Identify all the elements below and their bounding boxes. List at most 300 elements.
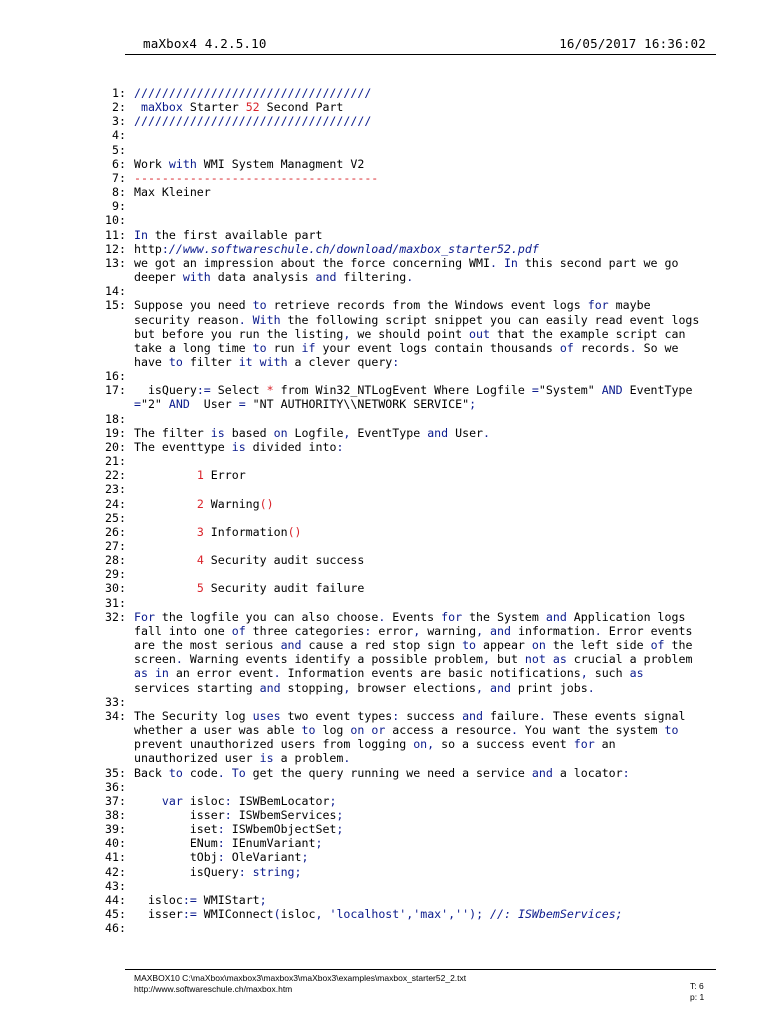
code-token: from Win32_NTLogEvent Where Logfile	[273, 383, 532, 398]
code-line	[92, 751, 722, 765]
code-token: In	[503, 255, 518, 270]
line-text	[126, 270, 413, 284]
line-text	[126, 596, 134, 610]
line-number	[92, 723, 126, 737]
code-token: :	[238, 864, 246, 879]
code-line	[92, 412, 722, 426]
code-token: 'max'	[413, 907, 449, 922]
line-number: 41:	[105, 850, 126, 865]
header-rule	[125, 54, 716, 55]
line-text	[126, 355, 399, 369]
line-text	[126, 383, 692, 397]
code-token: whether a user was able	[133, 723, 302, 738]
code-token: run	[266, 340, 302, 355]
code-token: .	[406, 270, 414, 285]
code-token: ,	[406, 907, 414, 922]
code-token: 4	[196, 553, 204, 568]
code-line	[92, 157, 722, 171]
print-datetime: 16/05/2017 16:36:02	[559, 36, 706, 51]
line-text	[126, 723, 679, 737]
code-token: -----------------------------------	[133, 170, 379, 185]
code-token: access a resource	[385, 723, 511, 738]
code-token: and	[490, 623, 511, 638]
code-line	[92, 539, 722, 553]
line-text	[126, 454, 134, 468]
line-text	[126, 128, 134, 142]
code-token: on	[413, 737, 428, 752]
code-token: ,	[427, 737, 435, 752]
code-token: IEnumVariant	[224, 836, 316, 851]
line-number: 43:	[105, 878, 126, 893]
line-text	[126, 369, 134, 383]
line-text	[126, 199, 134, 213]
code-token: not	[524, 652, 546, 667]
code-token: 'localhost'	[329, 907, 407, 922]
code-token: failure	[483, 708, 539, 723]
line-number: 34:	[105, 708, 126, 723]
line-text	[126, 907, 623, 921]
code-line	[92, 298, 722, 312]
code-token: this second part we go	[517, 255, 679, 270]
code-line	[92, 468, 722, 482]
code-line	[92, 426, 722, 440]
code-token: a locator	[552, 765, 623, 780]
code-token: 3	[196, 524, 204, 539]
code-token: 1	[196, 468, 204, 483]
code-token: unauthorized user	[133, 751, 260, 766]
line-number: 32:	[105, 609, 126, 624]
line-number: 33:	[105, 694, 126, 709]
footer-page-label: p: 1	[690, 992, 705, 1002]
code-token: :=	[196, 383, 211, 398]
line-number: 37:	[105, 793, 126, 808]
line-text	[126, 468, 246, 482]
code-token: a problem	[273, 751, 344, 766]
code-token: print jobs	[510, 680, 588, 695]
code-token: to	[664, 723, 679, 738]
line-text	[126, 100, 343, 114]
line-number: 35:	[105, 765, 126, 780]
line-number	[92, 624, 126, 638]
code-token: (	[273, 907, 281, 922]
code-token: code	[182, 765, 218, 780]
code-token: have	[133, 354, 169, 369]
code-token: :	[392, 354, 400, 369]
code-token: iset	[133, 822, 218, 837]
code-token: //////////////////////////////////	[133, 86, 372, 100]
code-token: :	[224, 807, 232, 822]
line-text	[126, 836, 322, 850]
line-text	[126, 157, 364, 171]
code-token: :	[336, 439, 344, 454]
code-token: on	[273, 425, 288, 440]
code-token: and	[315, 270, 337, 285]
code-token: EventType	[622, 383, 693, 398]
code-line	[92, 766, 722, 780]
line-text	[126, 440, 343, 454]
code-token: out	[469, 326, 490, 341]
line-text	[126, 624, 692, 638]
code-token: appear	[476, 638, 532, 653]
code-token: and	[531, 765, 553, 780]
code-token: Max Kleiner	[133, 185, 211, 200]
line-text	[126, 256, 678, 270]
code-token	[134, 553, 197, 567]
code-token: Logfile	[287, 425, 344, 440]
line-number	[92, 751, 126, 765]
code-token: the first available part	[147, 227, 323, 242]
line-text	[126, 114, 371, 128]
code-token: Second Part	[259, 100, 344, 115]
code-token: Error	[203, 468, 246, 483]
code-token: .	[217, 765, 225, 780]
line-number: 5:	[112, 142, 126, 157]
code-token: .	[489, 255, 497, 270]
code-token: .	[587, 680, 595, 695]
line-number: 20:	[105, 439, 126, 454]
code-token: divided into	[245, 439, 337, 454]
code-token: ISWbemServices	[231, 807, 337, 822]
code-token: of	[231, 623, 246, 638]
line-number: 27:	[105, 539, 126, 553]
code-token: isQuery	[133, 383, 197, 398]
code-token: These events signal	[545, 708, 686, 723]
code-token: "System"	[538, 383, 602, 398]
code-line	[92, 128, 722, 142]
line-text	[126, 666, 644, 680]
code-token	[246, 313, 253, 327]
code-token: EventType	[350, 425, 428, 440]
code-token: an error event	[168, 666, 274, 681]
code-token: isloc	[133, 892, 183, 907]
code-token: ;	[315, 836, 323, 851]
line-text	[126, 893, 267, 907]
code-token: to	[252, 340, 267, 355]
code-token: we got an impression about the force concerning WMI	[133, 255, 490, 270]
code-line	[92, 511, 722, 525]
code-token: fall into one	[133, 623, 232, 638]
code-token: an	[594, 737, 616, 752]
code-line	[92, 907, 722, 921]
code-token: such	[587, 666, 630, 681]
code-token: with	[259, 354, 288, 369]
code-token: in	[154, 666, 169, 681]
line-number: 21:	[105, 454, 126, 469]
code-token: WMI System Managment V2	[196, 156, 365, 171]
code-token: .	[343, 751, 351, 766]
line-number: 38:	[105, 807, 126, 822]
code-token: with	[168, 156, 197, 171]
code-line	[92, 681, 722, 695]
code-line	[92, 341, 722, 355]
line-number: 22:	[105, 468, 126, 483]
code-line	[92, 327, 722, 341]
line-text	[126, 567, 134, 581]
line-number: 28:	[105, 553, 126, 568]
code-token: .	[273, 666, 281, 681]
code-token: 2	[196, 496, 204, 511]
code-line	[92, 638, 722, 652]
code-line	[92, 695, 722, 709]
line-text	[126, 822, 343, 836]
line-number: 10:	[105, 213, 126, 228]
line-text	[126, 865, 302, 879]
line-text	[126, 681, 595, 695]
code-line	[92, 383, 722, 397]
line-number	[92, 397, 126, 411]
code-token: are the most serious	[133, 638, 281, 653]
line-text	[126, 921, 134, 935]
code-token: Events	[385, 609, 442, 624]
code-token: ()	[259, 496, 274, 511]
code-token: browser elections	[350, 680, 477, 695]
line-text	[126, 185, 211, 199]
code-token: In	[133, 227, 148, 242]
line-number: 2:	[112, 100, 126, 115]
line-number: 25:	[105, 510, 126, 525]
code-token	[134, 525, 197, 539]
code-token	[246, 865, 253, 879]
code-token: Security audit failure	[203, 581, 365, 596]
code-token: ,	[343, 326, 351, 341]
footer-rule	[125, 969, 716, 970]
line-number: 19:	[105, 425, 126, 440]
code-token: the System	[462, 609, 546, 624]
code-token: we should point	[350, 326, 470, 341]
line-number	[92, 681, 126, 695]
line-text	[126, 850, 309, 864]
code-token: records	[573, 340, 630, 355]
code-token: .	[594, 623, 602, 638]
code-token: ;	[336, 822, 344, 837]
code-token: string	[252, 864, 295, 879]
line-number: 40:	[105, 836, 126, 851]
code-line	[92, 313, 722, 327]
code-token: Application logs	[566, 609, 686, 624]
footer-t-label: T: 6	[690, 981, 704, 991]
code-token	[148, 666, 155, 680]
code-token: error	[371, 623, 414, 638]
line-number: 17:	[105, 383, 126, 398]
line-number	[92, 341, 126, 355]
code-token	[253, 355, 260, 369]
code-line	[92, 709, 722, 723]
line-text	[126, 426, 490, 440]
code-token: so a success event	[434, 737, 574, 752]
code-token: ;	[259, 892, 267, 907]
code-token: isser	[133, 907, 183, 922]
code-token: ,	[580, 666, 588, 681]
code-token: take a long time	[133, 340, 253, 355]
code-token: Warning events identify a possible problem	[182, 652, 484, 667]
code-token: log	[315, 723, 351, 738]
code-token: ;	[301, 850, 309, 865]
line-number: 42:	[105, 864, 126, 879]
line-number	[92, 638, 126, 652]
code-token: and	[280, 638, 302, 653]
line-number: 45:	[105, 907, 126, 922]
footer-file-path: MAXBOX10 C:\maXbox\maxbox3\maxbox3\maXbox3\examples\maxbox_starter52_2.txt	[134, 973, 467, 983]
code-token: //www.softwareschule.ch/download/maxbox_starter52.pdf	[168, 241, 539, 256]
code-line	[92, 723, 722, 737]
code-token: So we	[636, 340, 679, 355]
code-line	[92, 284, 722, 298]
code-line	[92, 553, 722, 567]
code-token: To	[231, 765, 246, 780]
line-text	[126, 794, 336, 808]
code-line	[92, 737, 722, 751]
line-number: 23:	[105, 482, 126, 497]
code-token: ;	[329, 793, 337, 808]
line-text	[126, 638, 692, 652]
line-text	[126, 610, 685, 624]
line-text	[126, 808, 343, 822]
line-number	[92, 313, 126, 327]
line-number: 8:	[112, 185, 126, 200]
code-token: ,	[315, 907, 323, 922]
line-number: 36:	[105, 779, 126, 794]
code-token	[134, 581, 197, 595]
code-token: isser	[133, 807, 225, 822]
code-line	[92, 780, 722, 794]
code-token: on	[350, 723, 365, 738]
code-token: cause a red stop sign	[301, 638, 463, 653]
code-token: warning	[420, 623, 477, 638]
code-token: ,	[448, 907, 456, 922]
code-token	[134, 497, 197, 511]
code-token: ;	[469, 397, 477, 412]
code-token: screen	[133, 652, 176, 667]
code-token: AND	[168, 397, 190, 412]
code-token: uses	[252, 708, 281, 723]
code-token: ISWbemObjectSet	[224, 822, 337, 837]
code-token: information	[510, 623, 595, 638]
code-token: :	[217, 836, 225, 851]
code-token: :=	[182, 907, 197, 922]
code-token: ,	[343, 680, 351, 695]
code-token: "2"	[140, 397, 169, 412]
line-text	[126, 86, 371, 100]
code-token: User	[448, 425, 484, 440]
code-token: of	[650, 638, 665, 653]
code-token: for	[573, 737, 595, 752]
code-token: to	[462, 638, 477, 653]
code-token: :	[217, 822, 225, 837]
line-number: 30:	[105, 581, 126, 596]
line-number	[92, 652, 126, 666]
code-token: Error events	[601, 623, 693, 638]
code-token: Information events are basic notifications	[280, 666, 581, 681]
code-token: with	[182, 270, 211, 285]
code-token: and	[427, 425, 449, 440]
code-token: ''	[455, 907, 470, 922]
code-token: OleVariant	[224, 850, 302, 865]
code-token: that the example script can	[490, 326, 686, 341]
code-line	[92, 525, 722, 539]
line-text	[126, 879, 134, 893]
line-number: 12:	[105, 241, 126, 256]
code-line	[92, 893, 722, 907]
code-line	[92, 624, 722, 638]
line-number: 16:	[105, 369, 126, 384]
line-text	[126, 539, 134, 553]
code-line	[92, 355, 722, 369]
code-token: if	[301, 340, 316, 355]
code-token: get the query running we need a service	[245, 765, 532, 780]
code-token: .	[483, 425, 491, 440]
code-token: filtering	[336, 270, 407, 285]
line-number: 3:	[112, 114, 126, 129]
code-line	[92, 850, 722, 864]
code-token: based	[224, 425, 274, 440]
code-token: .	[538, 708, 546, 723]
line-text	[126, 751, 350, 765]
line-text	[126, 284, 134, 298]
code-token: ,	[343, 425, 351, 440]
code-token: 5	[196, 581, 204, 596]
code-line	[92, 454, 722, 468]
code-token: a clever query	[287, 354, 393, 369]
code-line	[92, 228, 722, 242]
line-number: 14:	[105, 284, 126, 299]
line-text	[126, 242, 539, 256]
line-number: 29:	[105, 567, 126, 582]
code-token: .	[175, 652, 183, 667]
code-token: );	[469, 907, 484, 922]
code-token: crucial a problem	[566, 652, 693, 667]
line-text	[126, 766, 630, 780]
line-text	[126, 228, 322, 242]
line-text	[126, 652, 692, 666]
code-line	[92, 794, 722, 808]
code-token: Back	[133, 765, 169, 780]
code-token: .	[378, 609, 386, 624]
code-token: stopping	[280, 680, 344, 695]
code-token: ;	[336, 807, 344, 822]
code-token: and	[462, 708, 484, 723]
code-token: maybe	[608, 298, 651, 313]
code-token: to	[168, 354, 183, 369]
line-text	[126, 313, 699, 327]
code-token: The eventtype	[133, 439, 232, 454]
code-token: :	[217, 850, 225, 865]
code-token: the following script snippet you can easily read event logs	[280, 312, 700, 327]
code-token: filter	[182, 354, 239, 369]
code-token: data analysis	[210, 270, 316, 285]
code-token: ,	[483, 652, 490, 667]
code-token: as	[552, 652, 567, 667]
code-line	[92, 836, 722, 850]
code-token	[134, 100, 141, 114]
code-token: ()	[287, 524, 302, 539]
line-number: 7:	[112, 170, 126, 185]
code-token	[134, 468, 197, 482]
line-text	[126, 412, 134, 426]
footer-url: http://www.softwareschule.ch/maxbox.htm	[134, 984, 293, 994]
line-text	[126, 553, 364, 567]
code-token: .	[629, 340, 637, 355]
code-token: ;	[294, 864, 302, 879]
code-token: isQuery	[133, 864, 239, 879]
code-token: retrieve records from the Windows event logs	[266, 298, 588, 313]
page-footer	[0, 960, 768, 1024]
code-line	[92, 666, 722, 680]
code-token	[483, 624, 490, 638]
code-token: on	[531, 638, 546, 653]
code-line	[92, 822, 722, 836]
code-token: three categories	[245, 623, 365, 638]
code-line	[92, 865, 722, 879]
